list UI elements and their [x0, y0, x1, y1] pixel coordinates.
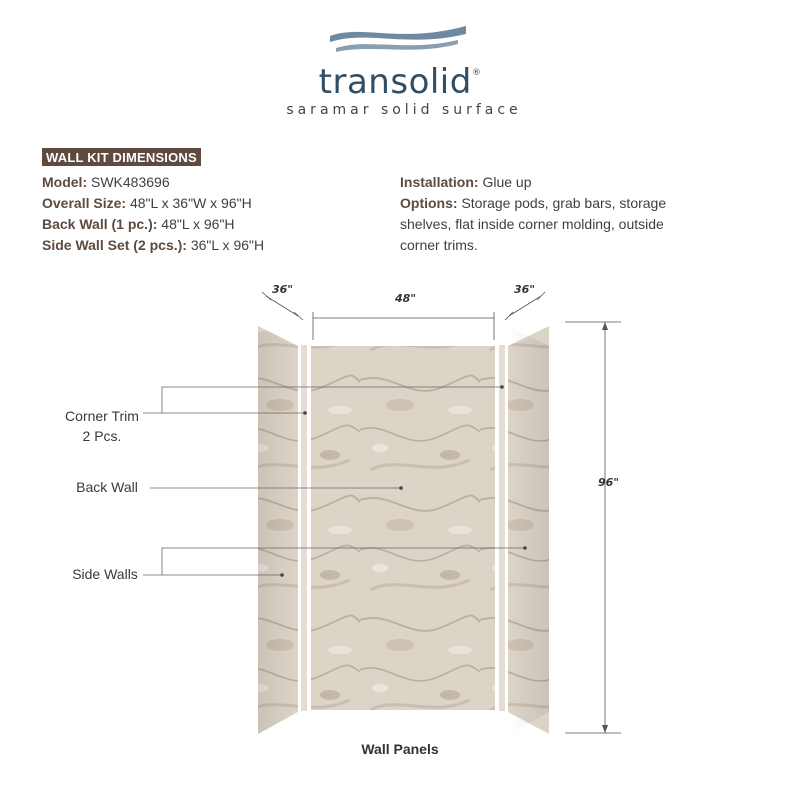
spec-label: Installation: — [400, 174, 479, 190]
leader-dot — [500, 385, 504, 389]
spec-label: Side Wall Set (2 pcs.): — [42, 237, 187, 253]
brand-tagline: saramar solid surface — [286, 102, 522, 118]
callout-back-wall: Back Wall — [76, 479, 138, 495]
callout-corner-trim-line2: 2 Pcs. — [82, 428, 122, 444]
spec-value: Glue up — [482, 174, 532, 190]
spec-label: Overall Size: — [42, 195, 127, 211]
dim-line-right-side — [509, 296, 541, 316]
dim-arrow-top — [602, 322, 608, 330]
section-heading: WALL KIT DIMENSIONS — [42, 148, 201, 166]
diagram-caption: Wall Panels — [361, 741, 439, 757]
leader-dot — [523, 546, 527, 550]
corner-trim-left — [301, 345, 307, 711]
right-side-wall-shade — [508, 326, 549, 734]
dim-label-back: 48" — [395, 292, 417, 305]
callout-side-walls: Side Walls — [72, 566, 138, 582]
back-wall-panel — [311, 346, 495, 710]
spec-value: 48"L x 36"W x 96"H — [129, 195, 252, 211]
brand-name: transolid® — [318, 62, 482, 102]
spec-value: Storage pods, grab bars, storage shelves, flat inside corner molding, outside corner trims. — [400, 195, 667, 253]
leader-dot — [303, 411, 307, 415]
dim-label-height: 96" — [598, 476, 620, 489]
dim-label-left-side: 36" — [272, 283, 294, 296]
dim-arrow-bottom — [602, 725, 608, 733]
dim-label-right-side: 36" — [514, 283, 536, 296]
callout-corner-trim-line1: Corner Trim — [65, 408, 139, 424]
corner-trim-right — [499, 345, 505, 711]
spec-value: 48"L x 96"H — [161, 216, 235, 232]
spec-label: Model: — [42, 174, 88, 190]
callout-corner-trim — [52, 406, 152, 446]
leader-dot — [399, 486, 403, 490]
leader-dot — [280, 573, 284, 577]
spec-value: SWK483696 — [91, 174, 170, 190]
spec-label: Options: — [400, 195, 458, 211]
spec-label: Back Wall (1 pc.): — [42, 216, 158, 232]
dim-line-left-side — [266, 296, 298, 316]
spec-value: 36"L x 96"H — [190, 237, 265, 253]
